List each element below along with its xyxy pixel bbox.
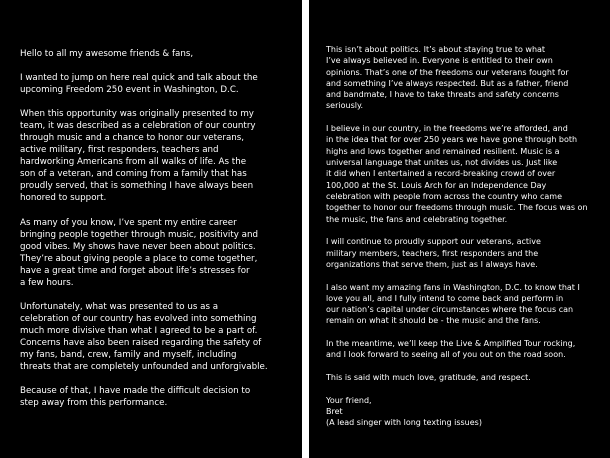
greeting: Hello to all my awesome friends & fans, [20,49,194,59]
tour-paragraph: In the meantime, we’ll keep the Live & Amplified Tour rocking, and I look forward to seeing all of you out on the road soon. [326,339,576,360]
belief-paragraph: I believe in our country, in the freedoms we’re afforded, and in the idea that for over 250 years we have gone through both highs and lows together and remained resilient. Music is a universal language that unites us, not divides us. Just like it did when I entertained a record-breaking crowd of over 100,000 at the St. Louis Arch for an Independence Day celebration with people from across the country who came together to honor our freedoms through music. The focus was on the music, the fans and celebrating together. [326,124,588,224]
signature: Your friend, Bret (A lead singer with long texting issues) [326,395,482,428]
support-paragraph: I will continue to proudly support our veterans, active military members, teachers, first responders and the organizations that serve them, just as I always have. [326,237,541,269]
letter-page-left[interactable] [0,0,302,458]
closing-paragraph: This is said with much love, gratitude, and respect. [326,373,531,383]
fans-paragraph: I also want my amazing fans in Washington, D.C. to know that I love you all, and I fully intend to come back and perform in our nation’s capital under circumstances where the focus can remain on what it should be - the music and the fans. [326,282,580,326]
decision-paragraph: Because of that, I have made the difficult decision to step away from this performance. [20,385,251,408]
opportunity-paragraph: When this opportunity was originally presented to my team, it was described as a celebration of our country through music and a chance to honor our veterans, active military, first responders, teachers and hardworking Americans from all walks of life. As the son of a veteran, and coming from a family that has proudly served, that is something I have always been honored to support. [20,109,256,204]
letter-page-right[interactable] [309,0,610,458]
intro-paragraph: I wanted to jump on here real quick and talk about the upcoming Freedom 250 event in Washington, D.C. [20,73,258,96]
concerns-paragraph: Unfortunately, what was presented to us as a celebration of our country has evolved into something much more divisive than what I agreed to be a part of. Concerns have also been raised regarding the safety of my fans, band, crew, family and myself, including threats that are completely unfounded and unforgivable. [20,301,268,372]
politics-paragraph: This isn’t about politics. It’s about staying true to what I’ve always believed in. Everyone is entitled to their own opinions. That’s one of the freedoms our veterans fought for and something I’ve always respected. But as a father, friend and bandmate, I have to take threats and safety concerns seriously. [326,45,569,111]
career-paragraph: As many of you know, I’ve spent my entire career bringing people together through music, positivity and good vibes. My shows have never been about politics. They’re about giving people a place to come together, have a great time and forget about life’s stresses for a few hours. [20,217,258,288]
